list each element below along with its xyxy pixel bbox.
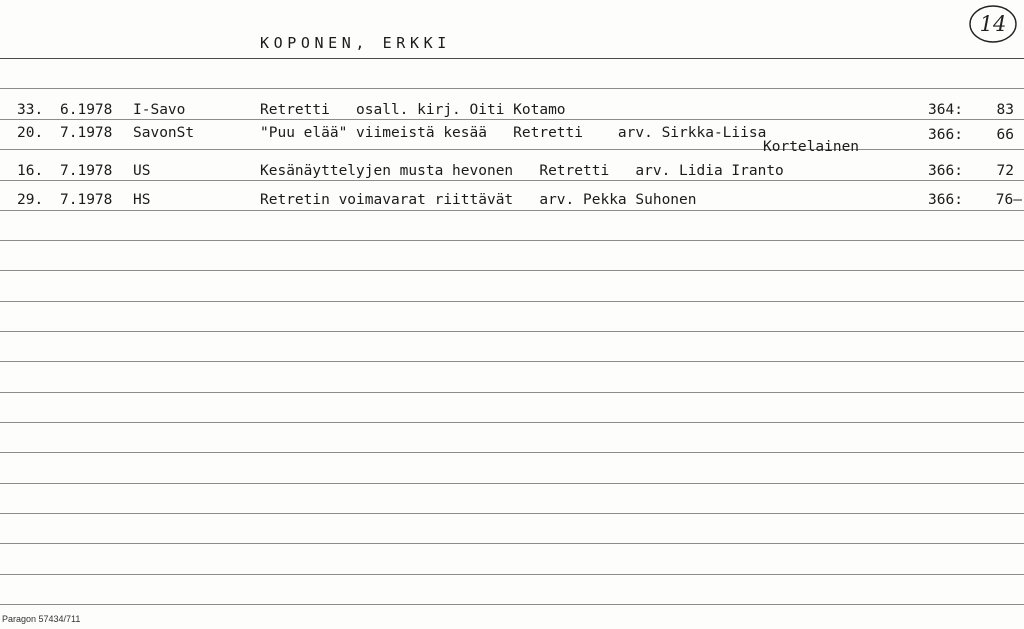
- entry-source: I-Savo: [133, 102, 186, 118]
- row-rule: [0, 149, 1024, 150]
- card-print-code: Paragon 57434/711: [2, 614, 81, 624]
- entry-ref: 364:: [928, 102, 963, 118]
- entry-date: 6.1978: [60, 102, 113, 118]
- entry-date: 7.1978: [60, 163, 113, 179]
- entry-date: 7.1978: [60, 192, 113, 208]
- row-rule: [0, 392, 1024, 393]
- entry-title-continuation: Kortelainen: [763, 139, 860, 155]
- row-rule: [0, 543, 1024, 544]
- row-rule: [0, 240, 1024, 241]
- row-rule: [0, 483, 1024, 484]
- entry-number: 16.: [17, 163, 44, 179]
- row-rule: [0, 574, 1024, 575]
- card-title-name: KOPONEN, ERKKI: [260, 34, 451, 52]
- row-rule: [0, 119, 1024, 120]
- entry-page: 83: [996, 102, 1014, 118]
- entry-page: 66: [996, 127, 1014, 143]
- row-rule: [0, 270, 1024, 271]
- entry-page: 76–: [995, 192, 1022, 208]
- card-number: 14: [979, 12, 1007, 36]
- row-rule: [0, 513, 1024, 514]
- entry-page: 72: [996, 163, 1014, 179]
- row-rule: [0, 210, 1024, 211]
- entry-number: 33.: [17, 102, 44, 118]
- entry-title: Retretti osall. kirj. Oiti Kotamo: [260, 102, 566, 118]
- row-rule: [0, 180, 1024, 181]
- entry-number: 29.: [17, 192, 44, 208]
- header-rule: [0, 58, 1024, 59]
- entry-source: SavonSt: [133, 125, 195, 141]
- row-rule: [0, 452, 1024, 453]
- entry-title: Retretin voimavarat riittävät arv. Pekka Suhonen: [260, 192, 697, 208]
- entry-number: 20.: [17, 125, 44, 141]
- row-rule: [0, 88, 1024, 89]
- row-rule: [0, 422, 1024, 423]
- entry-title: "Puu elää" viimeistä kesää Retretti arv. Sirkka-Liisa: [260, 125, 767, 141]
- row-rule: [0, 301, 1024, 302]
- entry-source: HS: [133, 192, 151, 208]
- entry-ref: 366:: [928, 192, 963, 208]
- entry-title: Kesänäyttelyjen musta hevonen Retretti arv. Lidia Iranto: [260, 163, 784, 179]
- entry-ref: 366:: [928, 127, 963, 143]
- entry-source: US: [133, 163, 151, 179]
- entry-date: 7.1978: [60, 125, 113, 141]
- row-rule: [0, 604, 1024, 605]
- row-rule: [0, 361, 1024, 362]
- row-rule: [0, 331, 1024, 332]
- card-number-circle: [968, 4, 1018, 44]
- entry-ref: 366:: [928, 163, 963, 179]
